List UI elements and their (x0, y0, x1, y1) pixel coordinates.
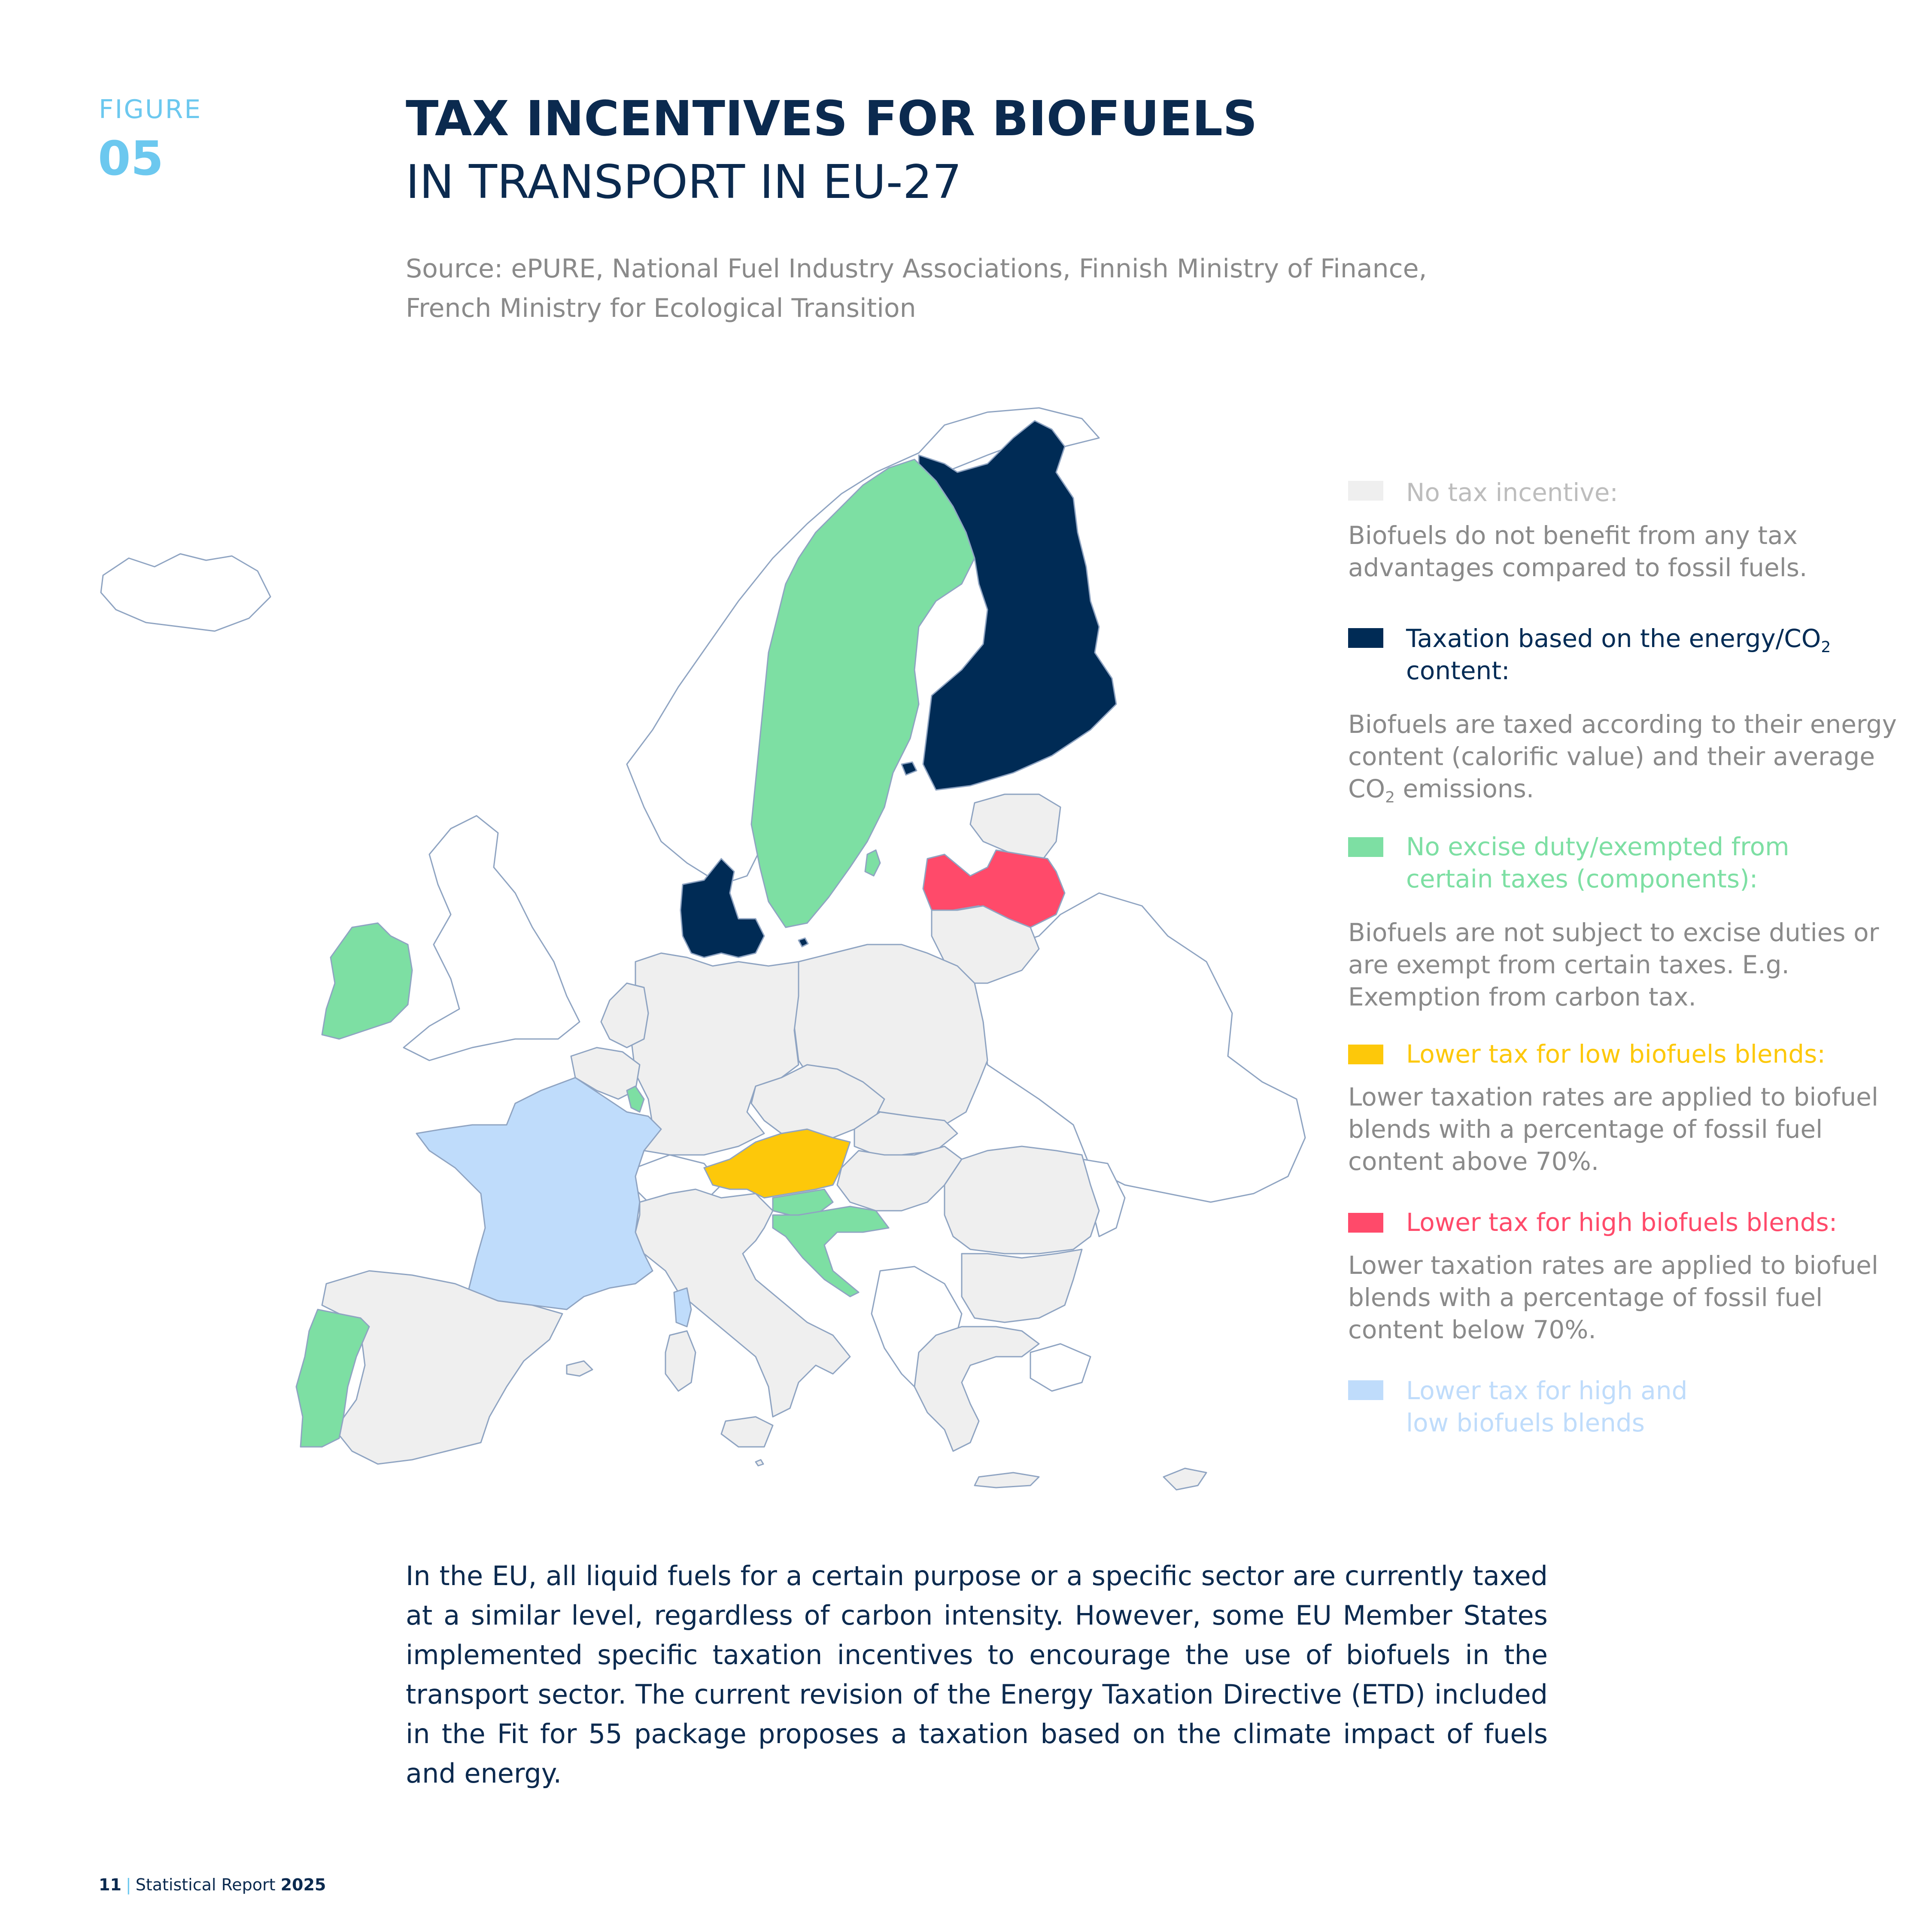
legend-swatch-none (1348, 481, 1383, 501)
legend-title-low-blends: Lower tax for low biofuels blends: (1406, 1039, 1826, 1069)
legend-desc-low-blends: Lower taxation rates are applied to biofuel blends with a percentage of fossil fuel content above 70%. (1348, 1082, 1878, 1176)
source-line-2: French Ministry for Ecological Transition (406, 293, 916, 323)
country-hungary (837, 1146, 962, 1211)
country-netherlands (601, 983, 648, 1048)
legend-desc-energy-co2-main: Biofuels are taxed according to their energy content (calorific value) and their average CO (1348, 710, 1897, 803)
country-malta (756, 1460, 763, 1466)
country-romania (945, 1146, 1099, 1254)
country-finland (919, 421, 1116, 790)
country-baleares (567, 1361, 592, 1376)
page-subtitle: IN TRANSPORT IN EU-27 (406, 155, 962, 209)
country-aland (902, 762, 917, 775)
report-name: Statistical Report (135, 1875, 276, 1894)
page-footer (99, 1875, 326, 1894)
turkey-thrace (1030, 1344, 1091, 1391)
legend-swatch-high-low-blends (1348, 1380, 1383, 1400)
country-corsica (674, 1288, 691, 1327)
legend-swatch-low-blends (1348, 1045, 1383, 1064)
body-paragraph: In the EU, all liquid fuels for a certain purpose or a specific sector are currently taxed at a similar level, regardless of carbon intensity. However, some EU Member States implemented specific taxation incentives to encourage the use of biofuels in the transport sector. The current revision of the Energy Taxation Directive (ETD) included in the Fit for 55 package proposes a taxation based on the climate impact of fuels and energy. (406, 1560, 1548, 1789)
country-greece (914, 1327, 1039, 1451)
legend-title-exempt: No excise duty/exempted from certain taxes (components): (1406, 832, 1789, 893)
legend-title-high-blends: Lower tax for high biofuels blends: (1406, 1208, 1838, 1237)
country-france (416, 1078, 661, 1309)
legend-swatch-exempt (1348, 837, 1383, 857)
source-note (406, 249, 1522, 328)
legend-title-energy-co2-main: Taxation based on the energy/CO (1406, 624, 1821, 653)
legend-title-high-low-blends: Lower tax for high and low biofuels blends (1406, 1376, 1688, 1437)
legend-title-energy-co2 (1406, 623, 1900, 687)
report-year: 2025 (280, 1875, 326, 1894)
legend-title-energy-co2-line2: content: (1406, 656, 1510, 685)
page-title: TAX INCENTIVES FOR BIOFUELS (406, 91, 1258, 147)
country-luxembourg (627, 1086, 644, 1112)
country-bornholm (799, 938, 808, 947)
footer-separator: | (125, 1875, 131, 1894)
figure-number: 05 (98, 131, 164, 186)
legend-swatch-high-blends (1348, 1213, 1383, 1233)
country-ireland (322, 923, 412, 1039)
legend-desc-exempt: Biofuels are not subject to excise duties or are exempt from certain taxes. E.g. Exemption from carbon tax. (1348, 918, 1879, 1012)
source-line-1: Source: ePURE, National Fuel Industry Associations, Finnish Ministry of Finance, (406, 254, 1427, 284)
page-number: 11 (99, 1875, 122, 1894)
legend-desc-high-blends: Lower taxation rates are applied to biofuel blends with a percentage of fossil fuel content below 70%. (1348, 1251, 1878, 1344)
legend-desc-energy-co2-sub: 2 (1385, 789, 1395, 806)
country-sicily (721, 1417, 773, 1447)
country-cyprus (1163, 1468, 1206, 1490)
country-crete (975, 1473, 1039, 1488)
legend-desc-none: Biofuels do not benefit from any tax advantages compared to fossil fuels. (1348, 521, 1807, 582)
figure-label: FIGURE (99, 94, 202, 125)
country-estonia (970, 794, 1060, 859)
country-sardinia (665, 1331, 696, 1391)
iceland (101, 554, 270, 631)
europe-map (86, 352, 1331, 1524)
legend-desc-energy-co2 (1348, 708, 1898, 805)
country-denmark (680, 859, 764, 957)
legend-title-energy-co2-sub: 2 (1821, 638, 1831, 656)
legend-swatch-energy-co2 (1348, 628, 1383, 648)
country-bulgaria (962, 1249, 1082, 1322)
legend-desc-energy-co2-end: emissions. (1395, 774, 1534, 803)
uk (404, 816, 580, 1060)
country-croatia (773, 1206, 889, 1297)
country-gotland (865, 850, 880, 876)
legend-title-none: No tax incentive: (1406, 478, 1618, 507)
